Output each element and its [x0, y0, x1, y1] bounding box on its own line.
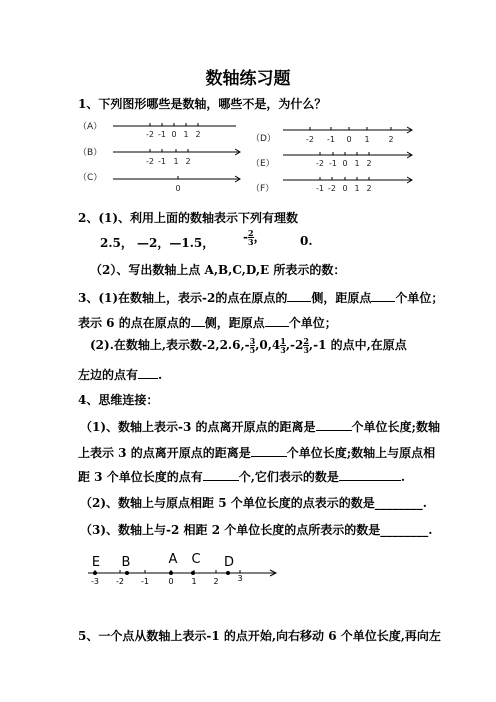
- q4-p1f: 个,它们表示的数是: [238, 470, 339, 484]
- tick-label: 2: [195, 130, 201, 139]
- axis-tick-label: 0: [168, 577, 174, 586]
- tick-label: -1: [158, 130, 166, 139]
- q4-p1-line3: [78, 468, 405, 485]
- frac-den: 3: [280, 345, 286, 355]
- blank[interactable]: [339, 469, 401, 481]
- tick-label: 2: [366, 184, 372, 193]
- q4-p1d: 个单位长度;数轴上与原点相: [286, 446, 436, 460]
- q3-l3a: (2).在数轴上,表示数-2,2.6,-: [90, 338, 250, 352]
- point-e: [93, 571, 97, 575]
- page-title: 数轴练习题: [205, 69, 291, 89]
- q4-p1a: （1)、数轴上表示-3 的点离开原点的距离是: [80, 420, 316, 434]
- label-c: （C）: [78, 173, 103, 183]
- tick-label: 0: [171, 130, 177, 139]
- tick-label: 1: [173, 157, 179, 166]
- q2-neg: -: [243, 230, 248, 244]
- q2-line1: 2、(1)、利用上面的数轴表示下列有理数: [78, 211, 299, 225]
- q4-p1e: 距 3 个单位长度的点有: [78, 470, 203, 484]
- q2-line2: （2）、写出数轴上点 A,B,C,D,E 所表示的数：: [90, 263, 346, 277]
- point-label-d: D: [223, 555, 235, 570]
- frac-num: 2: [247, 228, 254, 238]
- tick-label: 1: [183, 130, 189, 139]
- blank[interactable]: [138, 367, 158, 379]
- axis-tick-label: -3: [91, 577, 99, 586]
- q3-l3b: ,0,4: [255, 338, 281, 352]
- tick-label: -1: [316, 184, 324, 193]
- frac-num: 3: [249, 336, 256, 346]
- frac-num: 2: [303, 336, 309, 346]
- q4-p1-line2: [78, 444, 435, 461]
- q3-line3: [90, 336, 407, 354]
- q3-l2b: 侧，距原点: [204, 316, 265, 330]
- frac-den: 3: [247, 237, 254, 247]
- q3-l1b: 侧，距原点: [311, 291, 372, 305]
- number-line-q4: [88, 570, 276, 576]
- q1-text: 1、下列图形哪些是数轴，哪些不是，为什么？: [78, 97, 327, 111]
- q4-p2: （2)、数轴上与原点相距 5 个单位长度的点表示的数是________.: [80, 496, 427, 510]
- q3-line1: [78, 289, 443, 306]
- point-b: [125, 571, 129, 575]
- q2-numbers: [100, 234, 214, 251]
- label-a: （A）: [78, 122, 103, 132]
- q3-l3d: ,-1 的点中,在原点: [308, 338, 407, 352]
- point-label-e: E: [91, 555, 101, 570]
- q4-p1g: .: [400, 470, 406, 484]
- q3-line2: [78, 314, 337, 331]
- blank[interactable]: [265, 315, 289, 327]
- frac-num: 1: [280, 336, 286, 346]
- q3-l1c: 个单位；: [395, 291, 444, 305]
- axis-tick-label: 3: [237, 574, 243, 583]
- tick-label: 0: [346, 135, 352, 144]
- label-d: （D）: [251, 134, 276, 144]
- point-a: [169, 571, 173, 575]
- tick-label: 2: [366, 159, 372, 168]
- tick-label: -2: [328, 184, 336, 193]
- q3-l4b: .: [158, 368, 163, 382]
- frac-den: 5: [249, 345, 256, 355]
- tick-label: -2: [146, 157, 154, 166]
- q4-p3: （3)、数轴上与-2 相距 2 个单位长度的点所表示的数是________.: [80, 523, 433, 537]
- q5-text: 5、一个点从数轴上表示-1 的点开始,向右移动 6 个单位长度,再向左: [78, 629, 441, 643]
- label-e: （E）: [251, 159, 275, 169]
- blank[interactable]: [287, 290, 311, 302]
- tick-label: 0: [342, 184, 348, 193]
- blank[interactable]: [191, 315, 205, 327]
- tick-label: 2: [185, 157, 191, 166]
- q4-p1-line1: [80, 418, 440, 435]
- blank[interactable]: [251, 445, 287, 457]
- label-f: （F）: [251, 184, 275, 194]
- tick-label: 0: [342, 159, 348, 168]
- q3-l4a: 左边的点有: [78, 368, 139, 382]
- point-c: [191, 571, 195, 575]
- q2-fraction: [243, 228, 266, 246]
- axis-tick-label: 1: [191, 577, 197, 586]
- q3-l3c: ,-2: [285, 338, 304, 352]
- point-d: [226, 571, 230, 575]
- axis-tick-label: -1: [141, 577, 149, 586]
- q3-l2c: 个单位；: [288, 316, 337, 330]
- tick-label: -1: [329, 159, 337, 168]
- axis-tick-label: -2: [116, 577, 124, 586]
- blank[interactable]: [203, 469, 239, 481]
- frac-den: 3: [303, 345, 309, 355]
- axis-tick-label: 2: [213, 577, 219, 586]
- tick-label: 1: [354, 159, 360, 168]
- q2-comma: ，: [253, 230, 266, 244]
- point-label-b: B: [121, 555, 131, 570]
- tick-label: 1: [354, 184, 360, 193]
- q3-l2a: 表示 6 的点在原点的: [78, 316, 191, 330]
- tick-label: -2: [306, 135, 314, 144]
- tick-label: -2: [146, 130, 154, 139]
- point-label-c: C: [191, 552, 201, 567]
- tick-label: 0: [175, 184, 181, 193]
- tick-label: 2: [388, 135, 394, 144]
- q3-line4: [78, 366, 162, 383]
- point-label-a: A: [168, 552, 178, 567]
- q4-p1b: 个单位长度;数轴: [351, 420, 440, 434]
- blank[interactable]: [371, 290, 395, 302]
- tick-label: -1: [158, 157, 166, 166]
- label-b: （B）: [78, 148, 103, 158]
- q2-nums-a: 2.5， —2，—1.5，: [100, 236, 215, 250]
- q4-head: 4、思维连接：: [78, 393, 159, 407]
- tick-label: -1: [327, 135, 335, 144]
- tick-label: -2: [316, 159, 324, 168]
- q4-p1c: 上表示 3 的点离开原点的距离是: [78, 446, 251, 460]
- blank[interactable]: [316, 419, 352, 431]
- q2-zero: 0.: [300, 234, 313, 248]
- q3-l1a: 3、(1)在数轴上，表示-2的点在原点的: [78, 291, 288, 305]
- tick-label: 1: [364, 135, 370, 144]
